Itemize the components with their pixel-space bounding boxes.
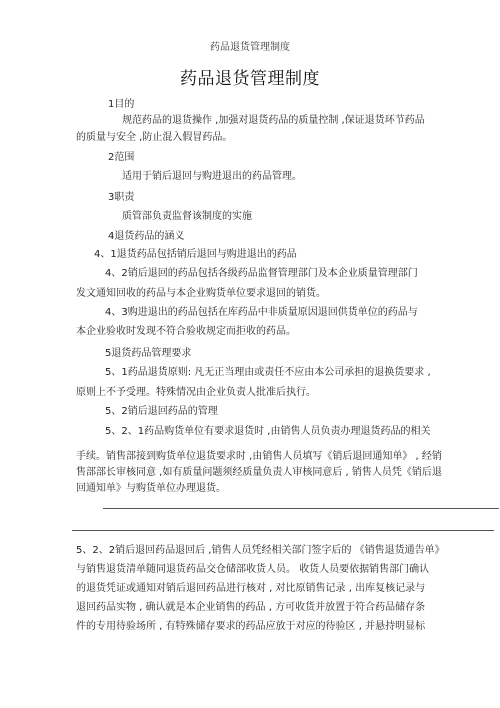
section-5-2-2-line: 5、2、2销后退回药品退回后 ,销售人员凭经相关部门签字后的 《销售退货通告单》 — [76, 545, 445, 556]
section-5-2-1-line: 售部部长审核同意 ,如有质量问题须经质量负责人审核同意后 , 销售人员凭《销后退 — [76, 467, 442, 478]
section-5-2-1-line: 手续。销售部接到购货单位退货要求时 ,由销售人员填写《销后退回通知单》 , 经销 — [76, 451, 442, 462]
horizontal-rule — [72, 530, 494, 531]
section-4-1-line: 4、1退货药品包括销后退回与购进退出的药品 — [94, 249, 297, 260]
section-5-2-1-line: 5、2、1药品购货单位有要求退货时 ,由销售人员负责办理退货药品的相关 — [105, 426, 431, 437]
section-5-2-heading: 5、2销后退回药品的管理 — [105, 406, 218, 417]
section-5-1-line: 原则上不予受理。特殊情况由企业负责人批准后执行。 — [76, 387, 316, 398]
section-3-heading: 3职责 — [108, 192, 135, 203]
section-4-3-line: 4、3购进退出的药品包括在库药品中非质量原因退回供货单位的药品与 — [105, 307, 418, 318]
section-5-2-1-line: 回通知单》与购货单位办理退货。 — [76, 483, 226, 494]
section-4-3-line: 本企业验收时发现不符合验收规定而拒收的药品。 — [76, 326, 296, 337]
document-title: 药品退货管理制度 — [180, 69, 320, 89]
section-5-1-line: 5、1药品退货原则: 凡无正当理由或责任不应由本公司承担的退换货要求 , — [105, 367, 431, 378]
section-1-paragraph-line: 规范药品的退货操作 ,加强对退货药品的质量控制 ,保证退货环节药品 — [122, 115, 425, 126]
section-2-paragraph-line: 适用于销后退回与购进退出的药品管理。 — [122, 171, 302, 182]
section-5-2-2-line: 件的专用待验场所 , 有特殊储存要求的药品应放于对应的待验区 , 并悬持明显标 — [76, 621, 426, 632]
section-5-heading: 5退货药品管理要求 — [105, 348, 192, 359]
section-3-paragraph-line: 质管部负责监督该制度的实施 — [122, 211, 252, 222]
running-header: 药品退货管理制度 — [210, 42, 290, 53]
horizontal-rule — [103, 508, 499, 509]
section-1-paragraph-line: 的质量与安全 ,防止混入假冒药品。 — [76, 132, 233, 143]
section-5-2-2-line: 的退货凭证或通知对销后退回药品进行核对 , 对比原销售记录 , 出库复核记录与 — [76, 583, 426, 594]
section-5-2-2-line: 退回药品实物 , 确认就是本企业销售的药品 , 方可收货并放置于符合药品储存条 — [76, 602, 426, 613]
section-5-2-2-line: 与销售退货清单随同退货药品交仓储部收货人员。 收货人员要依据销售部门确认 — [76, 564, 430, 575]
section-1-heading: 1目的 — [108, 99, 135, 110]
section-4-2-line: 发文通知回收的药品与本企业购货单位要求退回的销货。 — [76, 288, 326, 299]
section-4-heading: 4退货药品的涵义 — [108, 231, 185, 242]
section-4-2-line: 4、2销后退回的药品包括各级药品监督管理部门及本企业质量管理部门 — [105, 268, 418, 279]
section-2-heading: 2范围 — [108, 152, 135, 163]
